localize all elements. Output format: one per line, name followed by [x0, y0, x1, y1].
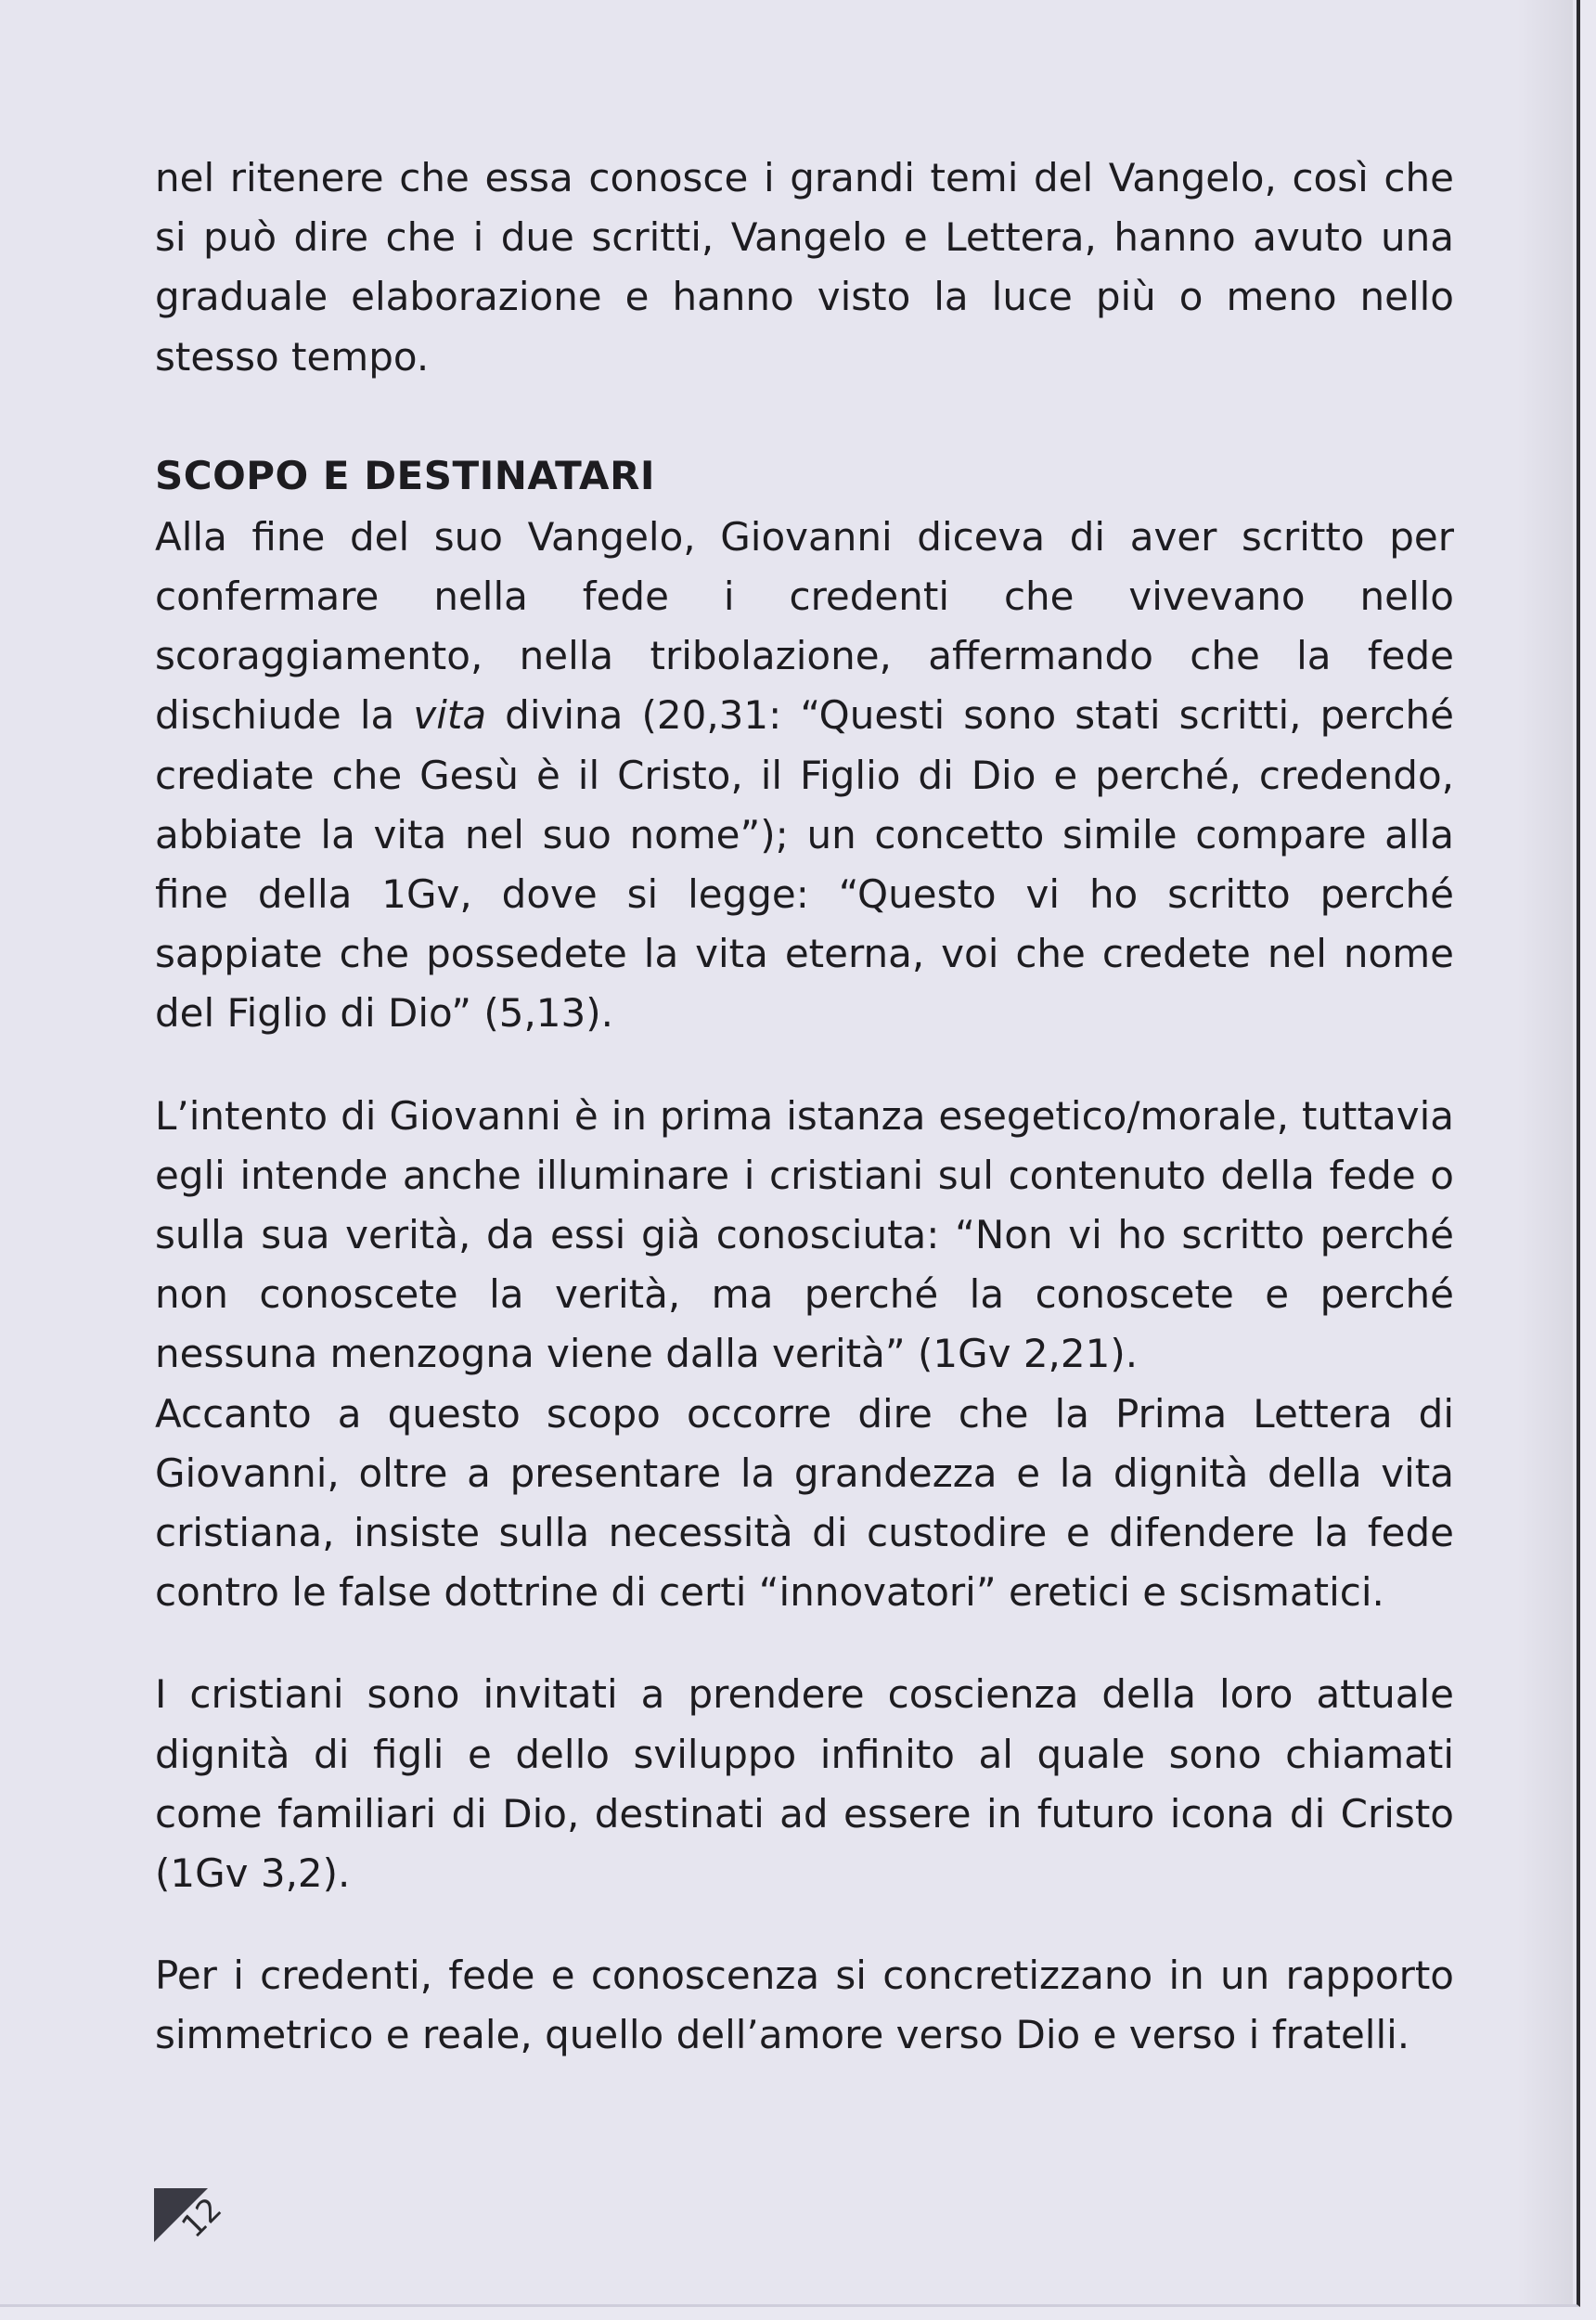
paragraph-2-italic-word: vita [413, 692, 487, 739]
paragraph-spacer [155, 1622, 1454, 1665]
paragraph-spacer [155, 1044, 1454, 1087]
page-content [155, 148, 1454, 2066]
paragraph-2-text-b: divina (20,31: “Questi sono stati scritti, perché crediate che Gesù è il Cristo, il Figlio di Dio e perché, credendo, abbiate la vita nel suo nome”); un concetto simile compare alla fine della 1Gv, dove si legge: “Questo vi ho scritto perché sappiate che possedete la vita eterna, voi che credete nel nome del Figlio di Dio” (5,13). [155, 692, 1454, 1037]
paragraph-4: Accanto a questo scopo occorre dire che la Prima Lettera di Giovanni, oltre a presentare la grandezza e la dignità della vita cristiana, insiste sulla necessità di custodire e difendere la fede contro le false dottrine di certi “innovatori” eretici e scismatici. [155, 1390, 1454, 1616]
section-heading: SCOPO E DESTINATARI [155, 452, 656, 498]
paragraph-3: L’intento di Giovanni è in prima istanza esegetico/morale, tuttavia egli intende anche illuminare i cristiani sul contenuto della fede o sulla sua verità, da essi già conosciuta: “Non vi ho scritto perché non conoscete la verità, ma perché la conoscete e perché nessuna menzogna viene dalla verità” (1Gv 2,21). [155, 1092, 1454, 1377]
page-edge-shadow [1517, 0, 1573, 2304]
paragraph-2 [155, 508, 1454, 1044]
page-footer [154, 2188, 247, 2262]
paragraph-5: I cristiani sono invitati a prendere coscienza della loro attuale dignità di figli e dello sviluppo infinito al quale sono chiamati come familiari di Dio, destinati ad essere in futuro icona di Cristo (1Gv 3,2). [155, 1671, 1454, 1897]
paragraph-6: Per i credenti, fede e conoscenza si concretizzano in un rapporto simmetrico e reale, quello dell’amore verso Dio e verso i fratelli. [155, 1953, 1454, 2058]
paragraph-1: nel ritenere che essa conosce i grandi temi del Vangelo, così che si può dire che i due scritti, Vangelo e Lettera, hanno avuto una graduale elaborazione e hanno visto la luce più o meno nello stesso tempo. [155, 155, 1454, 380]
page-number: 12 [174, 2190, 230, 2246]
paragraph-2-text-a: Alla fine del suo Vangelo, Giovanni diceva di aver scritto per confermare nella fede i credenti che vivevano nello scoraggiamento, nella tribolazione, affermando che la fede dischiude la [155, 513, 1454, 739]
paragraph-spacer [155, 387, 1454, 445]
paragraph-spacer [155, 1903, 1454, 1946]
